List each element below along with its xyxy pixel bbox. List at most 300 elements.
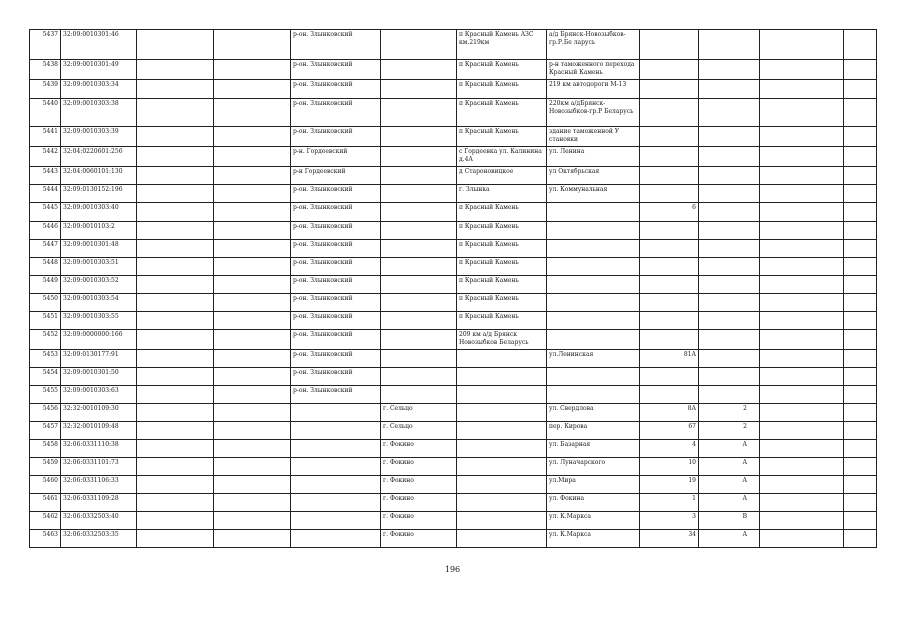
blank-cell	[214, 222, 291, 240]
cadastral-number: 32:09:0130177:91	[61, 350, 137, 368]
cadastral-number: 32:06:0331110:38	[61, 440, 137, 458]
street-cell	[547, 330, 640, 350]
building-cell	[699, 276, 760, 294]
street-cell: р-н таможенного перехода Красный Камень	[547, 60, 640, 80]
house-number-cell	[640, 368, 699, 386]
settlement-cell	[381, 350, 457, 368]
table-row	[30, 476, 877, 494]
house-number-cell	[640, 294, 699, 312]
blank-cell	[137, 330, 214, 350]
table-row	[30, 294, 877, 312]
blank-cell	[844, 276, 877, 294]
locality-cell: п Красный Камень	[457, 240, 547, 258]
cadastral-number: 32:09:0010103:2	[61, 222, 137, 240]
street-cell: ул. Коммунальная	[547, 185, 640, 203]
table-row	[30, 99, 877, 127]
building-cell	[699, 350, 760, 368]
district-cell: р-он. Злынковский	[291, 60, 381, 80]
table-row	[30, 350, 877, 368]
street-cell: ул. Базарная	[547, 440, 640, 458]
blank-cell	[137, 458, 214, 476]
blank-cell	[844, 294, 877, 312]
settlement-cell	[381, 368, 457, 386]
building-cell	[699, 258, 760, 276]
settlement-cell	[381, 185, 457, 203]
locality-cell: с Гордеевка ул. Калинина д.4А	[457, 147, 547, 167]
house-number-cell	[640, 258, 699, 276]
blank-cell	[214, 99, 291, 127]
blank-cell	[214, 258, 291, 276]
cadastral-number: 32:32:0010109:48	[61, 422, 137, 440]
building-cell: А	[699, 476, 760, 494]
blank-cell	[760, 404, 844, 422]
blank-cell	[760, 80, 844, 99]
locality-cell	[457, 476, 547, 494]
row-number: 5439	[30, 80, 61, 99]
locality-cell	[457, 458, 547, 476]
house-number-cell	[640, 99, 699, 127]
settlement-cell	[381, 294, 457, 312]
row-number: 5457	[30, 422, 61, 440]
street-cell: ул Октябрьская	[547, 167, 640, 185]
street-cell	[547, 368, 640, 386]
house-number-cell	[640, 222, 699, 240]
blank-cell	[137, 167, 214, 185]
district-cell: р-он. Злынковский	[291, 386, 381, 404]
house-number-cell: 19	[640, 476, 699, 494]
street-cell	[547, 386, 640, 404]
blank-cell	[137, 80, 214, 99]
street-cell: а/д Брянск-Новозыбков-гр.Р.Бе ларусь	[547, 30, 640, 60]
locality-cell	[457, 530, 547, 548]
blank-cell	[760, 386, 844, 404]
blank-cell	[137, 404, 214, 422]
blank-cell	[214, 167, 291, 185]
street-cell: 219 км автодороги М-13	[547, 80, 640, 99]
cadastral-number: 32:09:0010303:51	[61, 258, 137, 276]
blank-cell	[137, 512, 214, 530]
blank-cell	[760, 147, 844, 167]
blank-cell	[214, 422, 291, 440]
district-cell: р-он. Злынковский	[291, 203, 381, 222]
street-cell: пер. Кирова	[547, 422, 640, 440]
blank-cell	[844, 240, 877, 258]
settlement-cell	[381, 203, 457, 222]
street-cell: ул.Ленинская	[547, 350, 640, 368]
locality-cell: 209 км а/д Брянск Новозыбков Беларусь	[457, 330, 547, 350]
locality-cell: п Красный Камень	[457, 222, 547, 240]
settlement-cell	[381, 167, 457, 185]
house-number-cell: 3	[640, 512, 699, 530]
locality-cell	[457, 512, 547, 530]
row-number: 5462	[30, 512, 61, 530]
table-row	[30, 60, 877, 80]
blank-cell	[137, 294, 214, 312]
cadastral-number: 32:09:0000000:166	[61, 330, 137, 350]
row-number: 5454	[30, 368, 61, 386]
cadastral-number: 32:04:0060101:130	[61, 167, 137, 185]
district-cell: р-он. Злынковский	[291, 258, 381, 276]
table-row	[30, 258, 877, 276]
page-number: 196	[444, 565, 461, 574]
row-number: 5442	[30, 147, 61, 167]
row-number: 5456	[30, 404, 61, 422]
locality-cell	[457, 368, 547, 386]
house-number-cell: 6	[640, 203, 699, 222]
blank-cell	[844, 258, 877, 276]
district-cell	[291, 458, 381, 476]
blank-cell	[137, 422, 214, 440]
blank-cell	[844, 530, 877, 548]
blank-cell	[844, 386, 877, 404]
blank-cell	[844, 185, 877, 203]
settlement-cell	[381, 222, 457, 240]
blank-cell	[137, 127, 214, 147]
row-number: 5447	[30, 240, 61, 258]
row-number: 5450	[30, 294, 61, 312]
house-number-cell: 81А	[640, 350, 699, 368]
blank-cell	[760, 476, 844, 494]
blank-cell	[214, 147, 291, 167]
building-cell	[699, 386, 760, 404]
blank-cell	[844, 80, 877, 99]
building-cell	[699, 294, 760, 312]
street-cell: ул. Свердлова	[547, 404, 640, 422]
settlement-cell: г. Фокино	[381, 458, 457, 476]
settlement-cell: г. Сельцо	[381, 404, 457, 422]
district-cell	[291, 440, 381, 458]
blank-cell	[760, 330, 844, 350]
blank-cell	[844, 222, 877, 240]
cadastral-number: 32:09:0010301:50	[61, 368, 137, 386]
cadastral-number: 32:06:0332503:35	[61, 530, 137, 548]
building-cell	[699, 127, 760, 147]
blank-cell	[760, 530, 844, 548]
blank-cell	[137, 30, 214, 60]
blank-cell	[137, 222, 214, 240]
table-row	[30, 386, 877, 404]
settlement-cell	[381, 240, 457, 258]
table-row	[30, 494, 877, 512]
blank-cell	[214, 185, 291, 203]
house-number-cell	[640, 185, 699, 203]
table-row	[30, 240, 877, 258]
street-cell	[547, 222, 640, 240]
blank-cell	[214, 80, 291, 99]
table-row	[30, 440, 877, 458]
blank-cell	[760, 458, 844, 476]
table-row	[30, 203, 877, 222]
district-cell	[291, 530, 381, 548]
blank-cell	[844, 512, 877, 530]
district-cell: р-он. Злынковский	[291, 30, 381, 60]
blank-cell	[844, 404, 877, 422]
cadastral-number: 32:09:0010301:49	[61, 60, 137, 80]
blank-cell	[137, 494, 214, 512]
blank-cell	[844, 330, 877, 350]
district-cell: р-он. Злынковский	[291, 185, 381, 203]
locality-cell	[457, 422, 547, 440]
district-cell: р-н. Гордеевский	[291, 147, 381, 167]
blank-cell	[214, 458, 291, 476]
house-number-cell	[640, 127, 699, 147]
blank-cell	[760, 440, 844, 458]
district-cell: р-он. Злынковский	[291, 294, 381, 312]
blank-cell	[137, 258, 214, 276]
district-cell: р-он. Злынковский	[291, 350, 381, 368]
locality-cell: п Красный Камень	[457, 294, 547, 312]
row-number: 5445	[30, 203, 61, 222]
building-cell	[699, 330, 760, 350]
cadastral-number: 32:09:0010303:34	[61, 80, 137, 99]
row-number: 5458	[30, 440, 61, 458]
house-number-cell: 1	[640, 494, 699, 512]
row-number: 5438	[30, 60, 61, 80]
settlement-cell	[381, 312, 457, 330]
blank-cell	[214, 386, 291, 404]
blank-cell	[844, 440, 877, 458]
locality-cell: п Красный Камень АЗС км.219км	[457, 30, 547, 60]
locality-cell: п Красный Камень	[457, 99, 547, 127]
building-cell	[699, 99, 760, 127]
blank-cell	[214, 60, 291, 80]
row-number: 5461	[30, 494, 61, 512]
cadastral-number: 32:06:0331106:33	[61, 476, 137, 494]
blank-cell	[214, 330, 291, 350]
row-number: 5453	[30, 350, 61, 368]
district-cell: р-он. Злынковский	[291, 127, 381, 147]
table-row	[30, 185, 877, 203]
blank-cell	[214, 368, 291, 386]
blank-cell	[844, 60, 877, 80]
row-number: 5452	[30, 330, 61, 350]
blank-cell	[760, 422, 844, 440]
street-cell: ул. К.Маркса	[547, 512, 640, 530]
street-cell	[547, 258, 640, 276]
house-number-cell: 8А	[640, 404, 699, 422]
street-cell	[547, 312, 640, 330]
settlement-cell: г. Фокино	[381, 440, 457, 458]
district-cell: р-он. Злынковский	[291, 330, 381, 350]
cadastral-number: 32:09:0010303:54	[61, 294, 137, 312]
blank-cell	[844, 368, 877, 386]
blank-cell	[214, 312, 291, 330]
district-cell: р-он. Злынковский	[291, 222, 381, 240]
district-cell	[291, 512, 381, 530]
blank-cell	[844, 350, 877, 368]
district-cell: р-он. Злынковский	[291, 240, 381, 258]
locality-cell: п Красный Камень	[457, 80, 547, 99]
cadastral-number: 32:09:0010303:40	[61, 203, 137, 222]
blank-cell	[214, 494, 291, 512]
cadastral-number: 32:09:0130152:196	[61, 185, 137, 203]
street-cell: ул. Ленина	[547, 147, 640, 167]
district-cell: р-он. Злынковский	[291, 99, 381, 127]
building-cell	[699, 185, 760, 203]
table-row	[30, 512, 877, 530]
locality-cell: п Красный Камень	[457, 60, 547, 80]
settlement-cell	[381, 276, 457, 294]
blank-cell	[760, 294, 844, 312]
locality-cell: г. Злынка	[457, 185, 547, 203]
blank-cell	[844, 458, 877, 476]
district-cell: р-он. Злынковский	[291, 312, 381, 330]
blank-cell	[844, 30, 877, 60]
cadastral-number: 32:09:0010303:63	[61, 386, 137, 404]
locality-cell	[457, 440, 547, 458]
blank-cell	[137, 386, 214, 404]
blank-cell	[760, 99, 844, 127]
district-cell	[291, 404, 381, 422]
blank-cell	[137, 99, 214, 127]
house-number-cell: 67	[640, 422, 699, 440]
row-number: 5440	[30, 99, 61, 127]
street-cell	[547, 294, 640, 312]
building-cell	[699, 167, 760, 185]
blank-cell	[137, 240, 214, 258]
street-cell	[547, 276, 640, 294]
row-number: 5455	[30, 386, 61, 404]
cadastral-number: 32:09:0010303:38	[61, 99, 137, 127]
blank-cell	[760, 494, 844, 512]
street-cell: ул. К.Маркса	[547, 530, 640, 548]
building-cell: А	[699, 440, 760, 458]
locality-cell: п Красный Камень	[457, 127, 547, 147]
street-cell: здание таможенной У становки	[547, 127, 640, 147]
district-cell: р-н Гордеевский	[291, 167, 381, 185]
cadastral-number: 32:06:0331101:73	[61, 458, 137, 476]
settlement-cell: г. Фокино	[381, 512, 457, 530]
locality-cell	[457, 386, 547, 404]
house-number-cell	[640, 60, 699, 80]
locality-cell: п Красный Камень	[457, 312, 547, 330]
blank-cell	[760, 276, 844, 294]
table-row	[30, 530, 877, 548]
blank-cell	[137, 276, 214, 294]
blank-cell	[214, 530, 291, 548]
blank-cell	[844, 203, 877, 222]
table-row	[30, 276, 877, 294]
building-cell: А	[699, 458, 760, 476]
house-number-cell	[640, 276, 699, 294]
blank-cell	[137, 203, 214, 222]
row-number: 5444	[30, 185, 61, 203]
row-number: 5446	[30, 222, 61, 240]
street-cell: ул. Луначарского	[547, 458, 640, 476]
street-cell: 220км а/дБрянск-Новозыбков-гр.Р Беларусь	[547, 99, 640, 127]
building-cell: 2	[699, 404, 760, 422]
table-row	[30, 404, 877, 422]
row-number: 5443	[30, 167, 61, 185]
row-number: 5459	[30, 458, 61, 476]
building-cell: 2	[699, 422, 760, 440]
blank-cell	[760, 368, 844, 386]
locality-cell: д Староновицкое	[457, 167, 547, 185]
district-cell	[291, 494, 381, 512]
cadastral-number: 32:09:0010303:52	[61, 276, 137, 294]
table-row	[30, 127, 877, 147]
row-number: 5460	[30, 476, 61, 494]
building-cell: А	[699, 530, 760, 548]
blank-cell	[760, 185, 844, 203]
house-number-cell	[640, 240, 699, 258]
building-cell	[699, 222, 760, 240]
house-number-cell: 4	[640, 440, 699, 458]
table-row	[30, 458, 877, 476]
blank-cell	[760, 240, 844, 258]
blank-cell	[214, 203, 291, 222]
locality-cell: п Красный Камень	[457, 276, 547, 294]
locality-cell	[457, 350, 547, 368]
blank-cell	[137, 440, 214, 458]
row-number: 5451	[30, 312, 61, 330]
blank-cell	[844, 476, 877, 494]
row-number: 5463	[30, 530, 61, 548]
blank-cell	[137, 368, 214, 386]
cadastral-number: 32:04:0220601:256	[61, 147, 137, 167]
blank-cell	[137, 312, 214, 330]
building-cell	[699, 368, 760, 386]
blank-cell	[760, 60, 844, 80]
blank-cell	[844, 494, 877, 512]
blank-cell	[214, 276, 291, 294]
blank-cell	[844, 147, 877, 167]
blank-cell	[844, 99, 877, 127]
blank-cell	[214, 476, 291, 494]
settlement-cell: г. Фокино	[381, 476, 457, 494]
table-row	[30, 30, 877, 60]
blank-cell	[214, 350, 291, 368]
blank-cell	[760, 222, 844, 240]
blank-cell	[137, 350, 214, 368]
house-number-cell	[640, 312, 699, 330]
settlement-cell: г. Фокино	[381, 494, 457, 512]
cadastral-number: 32:32:0010109:30	[61, 404, 137, 422]
locality-cell	[457, 404, 547, 422]
settlement-cell	[381, 99, 457, 127]
blank-cell	[844, 422, 877, 440]
blank-cell	[214, 30, 291, 60]
blank-cell	[214, 294, 291, 312]
street-cell: ул.Мира	[547, 476, 640, 494]
blank-cell	[760, 30, 844, 60]
settlement-cell	[381, 30, 457, 60]
blank-cell	[214, 440, 291, 458]
house-number-cell	[640, 147, 699, 167]
street-cell: ул. Фокина	[547, 494, 640, 512]
building-cell: В	[699, 512, 760, 530]
building-cell	[699, 60, 760, 80]
cadastral-number: 32:09:0010301:46	[61, 30, 137, 60]
blank-cell	[214, 127, 291, 147]
building-cell	[699, 312, 760, 330]
blank-cell	[214, 512, 291, 530]
table-row	[30, 80, 877, 99]
building-cell	[699, 80, 760, 99]
settlement-cell	[381, 330, 457, 350]
building-cell	[699, 147, 760, 167]
blank-cell	[844, 127, 877, 147]
blank-cell	[760, 512, 844, 530]
locality-cell	[457, 494, 547, 512]
locality-cell: п Красный Камень	[457, 258, 547, 276]
row-number: 5448	[30, 258, 61, 276]
row-number: 5449	[30, 276, 61, 294]
table-row	[30, 330, 877, 350]
table-row	[30, 167, 877, 185]
settlement-cell	[381, 258, 457, 276]
cadastral-number: 32:06:0332503:40	[61, 512, 137, 530]
